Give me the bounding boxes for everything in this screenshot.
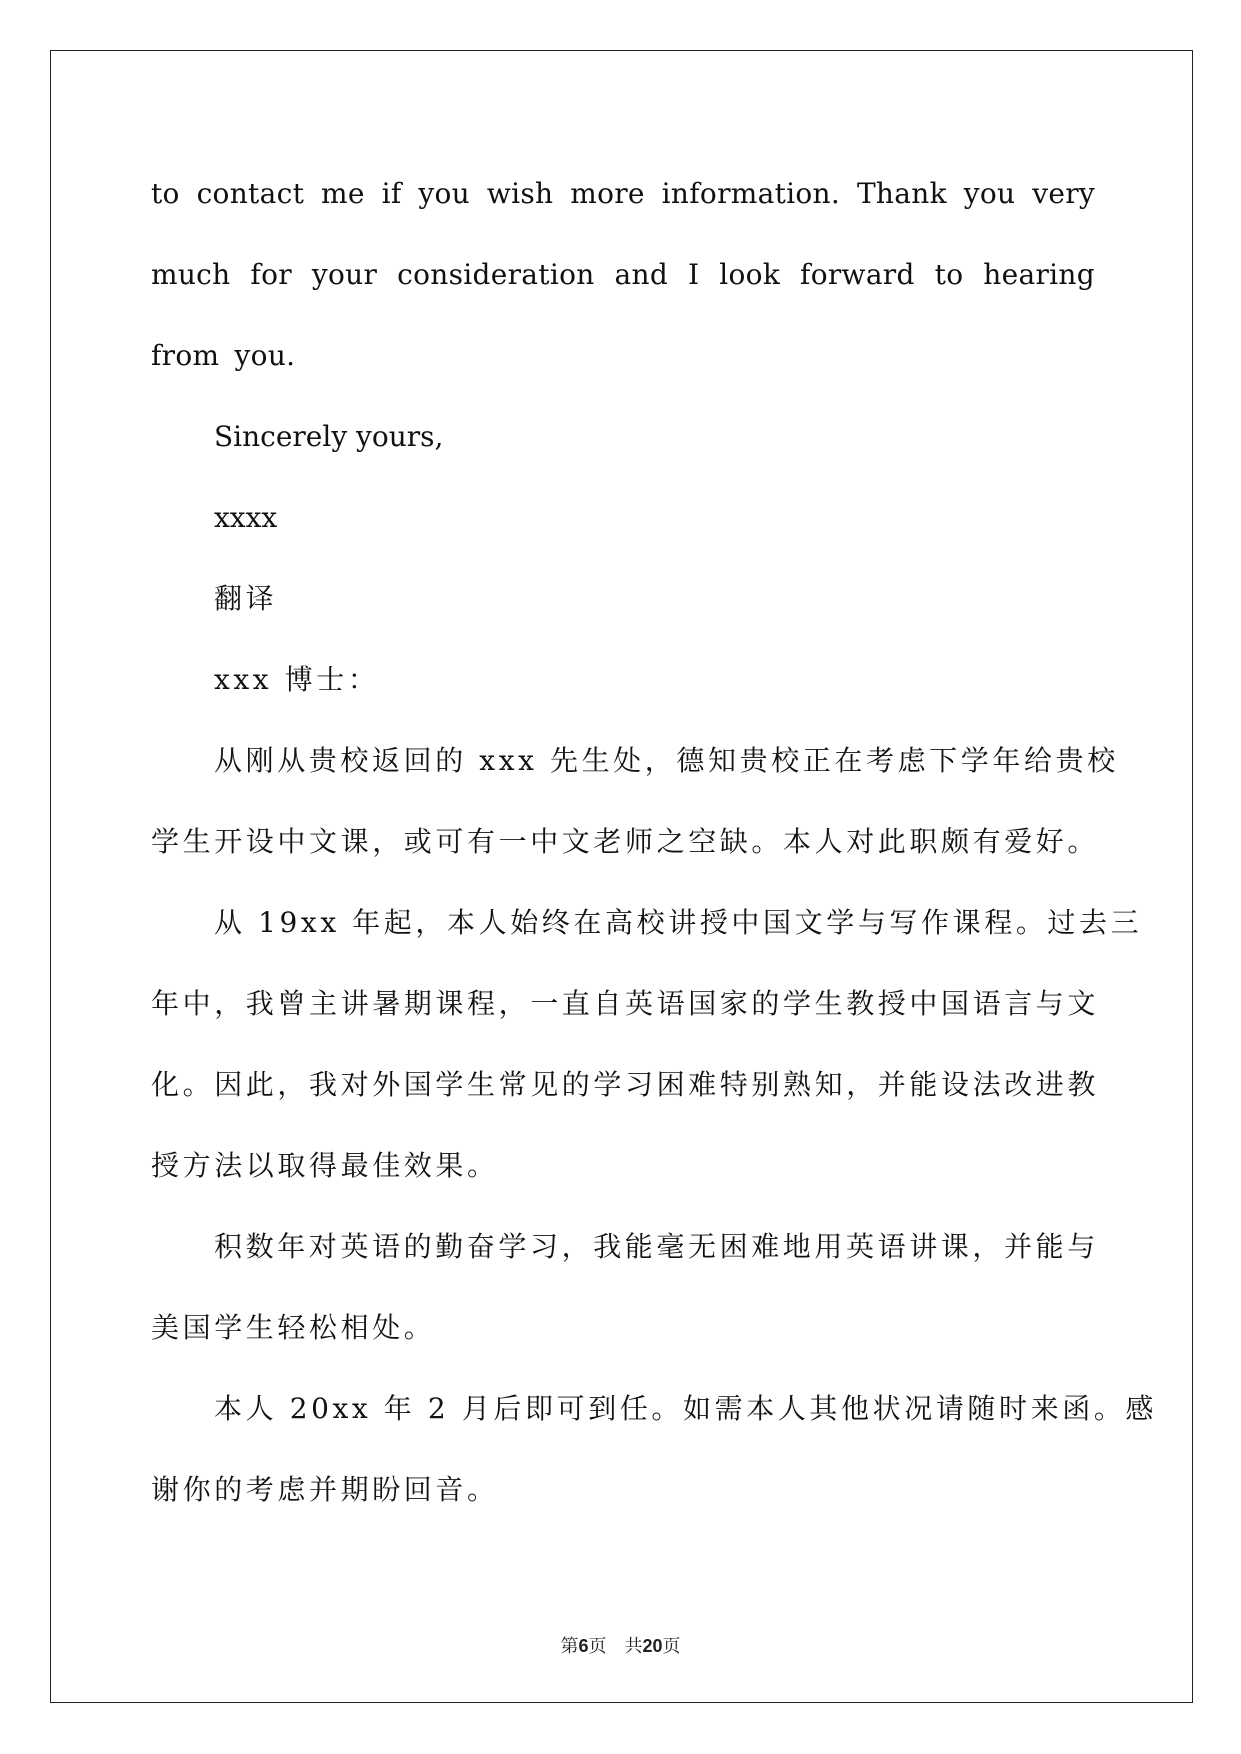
total-suffix: 页 [662,1636,681,1657]
page-total: 20 [642,1636,663,1656]
paragraph-3-line-2: 美国学生轻松相处。 [151,1311,436,1344]
paragraph-2-line-1: 从 19xx 年起，本人始终在高校讲授中国文学与写作课程。过去三 [214,906,1143,939]
english-line-2: much for your consideration and I look forward to hearing [151,258,1095,291]
total-prefix: 共 [624,1636,643,1657]
document-body [151,158,1158,1535]
paragraph-3-line-1: 积数年对英语的勤奋学习，我能毫无困难地用英语讲课，并能与 [214,1230,1099,1263]
paragraph-1-line-1: 从刚从贵校返回的 xxx 先生处，德知贵校正在考虑下学年给贵校 [214,744,1119,777]
page-suffix: 页 [588,1636,607,1657]
page-current: 6 [578,1636,589,1656]
english-line-3: from you. [151,339,296,372]
english-line-1: to contact me if you wish more information. Thank you very [151,177,1095,210]
signature: xxxx [214,501,278,534]
salutation: xxx 博士： [214,663,380,696]
paragraph-2-line-2: 年中，我曾主讲暑期课程，一直自英语国家的学生教授中国语言与文 [151,987,1100,1020]
paragraph-2-line-3: 化。因此，我对外国学生常见的学习困难特别熟知，并能设法改进教 [151,1068,1100,1101]
paragraph-4-line-1: 本人 20xx 年 2 月后即可到任。如需本人其他状况请随时来函。感 [214,1392,1158,1425]
paragraph-1-line-2: 学生开设中文课，或可有一中文老师之空缺。本人对此职颇有爱好。 [151,825,1100,858]
paragraph-4-line-2: 谢你的考虑并期盼回音。 [151,1473,499,1506]
paragraph-2-line-4: 授方法以取得最佳效果。 [151,1149,499,1182]
page-footer [0,1632,1241,1658]
page-prefix: 第 [560,1636,579,1657]
translation-heading: 翻译 [214,582,278,615]
closing: Sincerely yours, [214,420,444,453]
